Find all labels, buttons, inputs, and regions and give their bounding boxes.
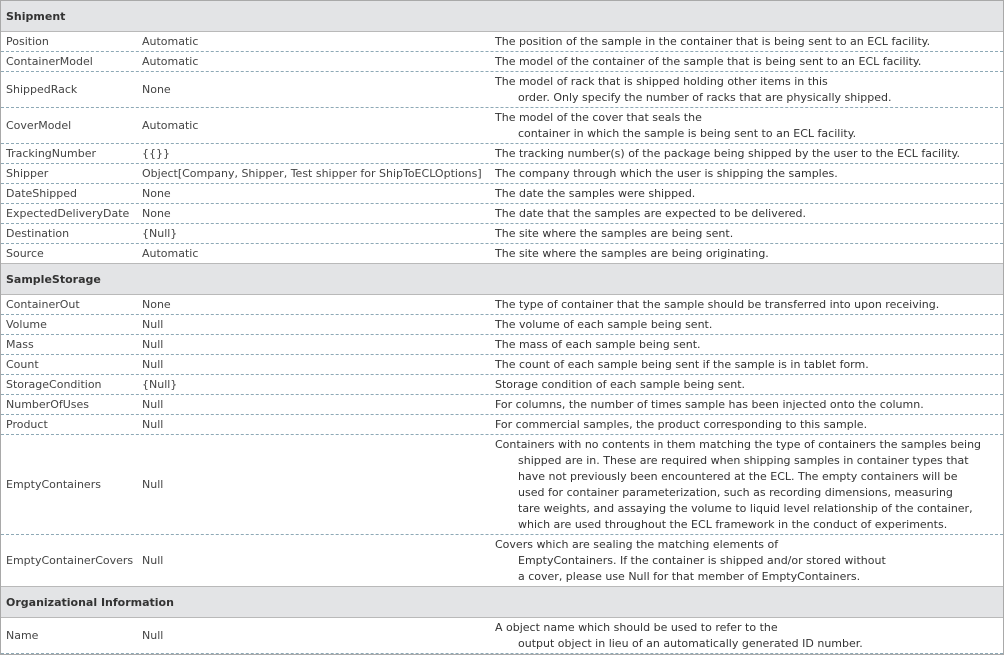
table-row [1,204,1003,224]
description-line: The model of rack that is shipped holding other items in this [495,74,828,88]
option-name: ContainerOut [6,298,80,311]
description-line: The model of the cover that seals the [495,110,702,124]
option-description [488,535,1003,586]
option-description [488,395,1003,414]
table-row [1,535,1003,587]
option-value: Automatic [142,247,199,260]
option-description [488,415,1003,434]
description-line: The tracking number(s) of the package being shipped by the user to the ECL facility. [495,146,960,160]
table-row [1,144,1003,164]
option-description [488,72,1003,107]
option-name: TrackingNumber [6,147,96,160]
option-description [488,295,1003,314]
option-name: Position [6,35,49,48]
option-value: None [142,298,171,311]
table-row [1,295,1003,315]
option-name: Shipper [6,167,49,180]
option-value: Automatic [142,55,199,68]
option-description [488,335,1003,354]
description-line: The mass of each sample being sent. [495,337,701,351]
option-description [488,164,1003,183]
description-line: The count of each sample being sent if the sample is in tablet form. [495,357,869,371]
table-row [1,355,1003,375]
option-name: Destination [6,227,70,240]
description-line: order. Only specify the number of racks that are physically shipped. [518,90,892,104]
option-name: StorageCondition [6,378,102,391]
option-description [488,204,1003,223]
option-name: ShippedRack [6,83,78,96]
option-value: Object[Company, Shipper, Test shipper for ShipToECLOptions] [142,167,482,180]
description-line: The site where the samples are being sent. [495,226,734,240]
section-header: SampleStorage [1,264,1003,295]
description-line: The site where the samples are being originating. [495,246,769,260]
table-row [1,184,1003,204]
table-row [1,244,1003,264]
option-description [488,375,1003,394]
option-description [488,52,1003,71]
option-description [488,144,1003,163]
option-description [488,32,1003,51]
option-value: None [142,207,171,220]
table-row [1,335,1003,355]
description-line: The company through which the user is shipping the samples. [495,166,838,180]
description-line: which are used throughout the ECL framework in the conduct of experiments. [518,517,948,531]
option-description [488,184,1003,203]
option-value: {Null} [142,378,178,391]
description-line: The date the samples were shipped. [495,186,696,200]
table-row [1,395,1003,415]
table-row [1,32,1003,52]
option-value: Null [142,358,164,371]
description-line: The position of the sample in the container that is being sent to an ECL facility. [495,34,931,48]
description-line: The type of container that the sample should be transferred into upon receiving. [495,297,940,311]
description-line: A object name which should be used to refer to the [495,620,778,634]
description-line: Storage condition of each sample being sent. [495,377,746,391]
table-row [1,164,1003,184]
description-line: tare weights, and assaying the volume to liquid level relationship of the container, [518,501,973,515]
table-row [1,224,1003,244]
option-name: EmptyContainerCovers [6,554,134,567]
option-value: None [142,83,171,96]
table-row [1,108,1003,144]
option-name: EmptyContainers [6,478,101,491]
description-line: The date that the samples are expected to be delivered. [495,206,807,220]
section-header: Organizational Information [1,587,1003,618]
option-value: Null [142,398,164,411]
option-value: Null [142,338,164,351]
option-name: ContainerModel [6,55,93,68]
description-line: EmptyContainers. If the container is shipped and/or stored without [518,553,886,567]
description-line: used for container parameterization, such as recording dimensions, measuring [518,485,953,499]
option-value: Null [142,554,164,567]
option-description [488,224,1003,243]
description-line: For commercial samples, the product corresponding to this sample. [495,417,868,431]
table-row [1,72,1003,108]
option-description [488,315,1003,334]
option-name: Volume [6,318,47,331]
option-name: Product [6,418,48,431]
option-name: ExpectedDeliveryDate [6,207,130,220]
option-description [488,618,1003,653]
description-line: container in which the sample is being sent to an ECL facility. [518,126,857,140]
option-value: Null [142,629,164,642]
option-value: Null [142,318,164,331]
description-line: The model of the container of the sample that is being sent to an ECL facility. [495,54,922,68]
option-name: NumberOfUses [6,398,89,411]
option-name: Name [6,629,39,642]
option-name: DateShipped [6,187,78,200]
option-value: Null [142,478,164,491]
table-row [1,618,1003,654]
option-description [488,244,1003,263]
option-description [488,435,1003,534]
option-value: None [142,187,171,200]
option-name: CoverModel [6,119,72,132]
option-value: Automatic [142,119,199,132]
option-name: Count [6,358,39,371]
description-line: For columns, the number of times sample has been injected onto the column. [495,397,924,411]
table-row [1,375,1003,395]
option-description [488,108,1003,143]
description-line: a cover, please use Null for that member of EmptyContainers. [518,569,861,583]
description-line: shipped are in. These are required when shipping samples in container types that [518,453,969,467]
option-value: {{}} [142,147,170,160]
description-line: output object in lieu of an automatically generated ID number. [518,636,863,650]
table-row [1,435,1003,535]
table-row [1,415,1003,435]
option-value: Null [142,418,164,431]
table-row [1,52,1003,72]
section-header: Shipment [1,1,1003,32]
table-row [1,315,1003,335]
description-line: Covers which are sealing the matching elements of [495,537,779,551]
description-line: Containers with no contents in them matching the type of containers the samples being [495,437,982,451]
option-value: {Null} [142,227,178,240]
option-value: Automatic [142,35,199,48]
description-line: have not previously been encountered at the ECL. The empty containers will be [518,469,958,483]
description-line: The volume of each sample being sent. [495,317,713,331]
option-description [488,355,1003,374]
option-name: Mass [6,338,34,351]
option-name: Source [6,247,44,260]
